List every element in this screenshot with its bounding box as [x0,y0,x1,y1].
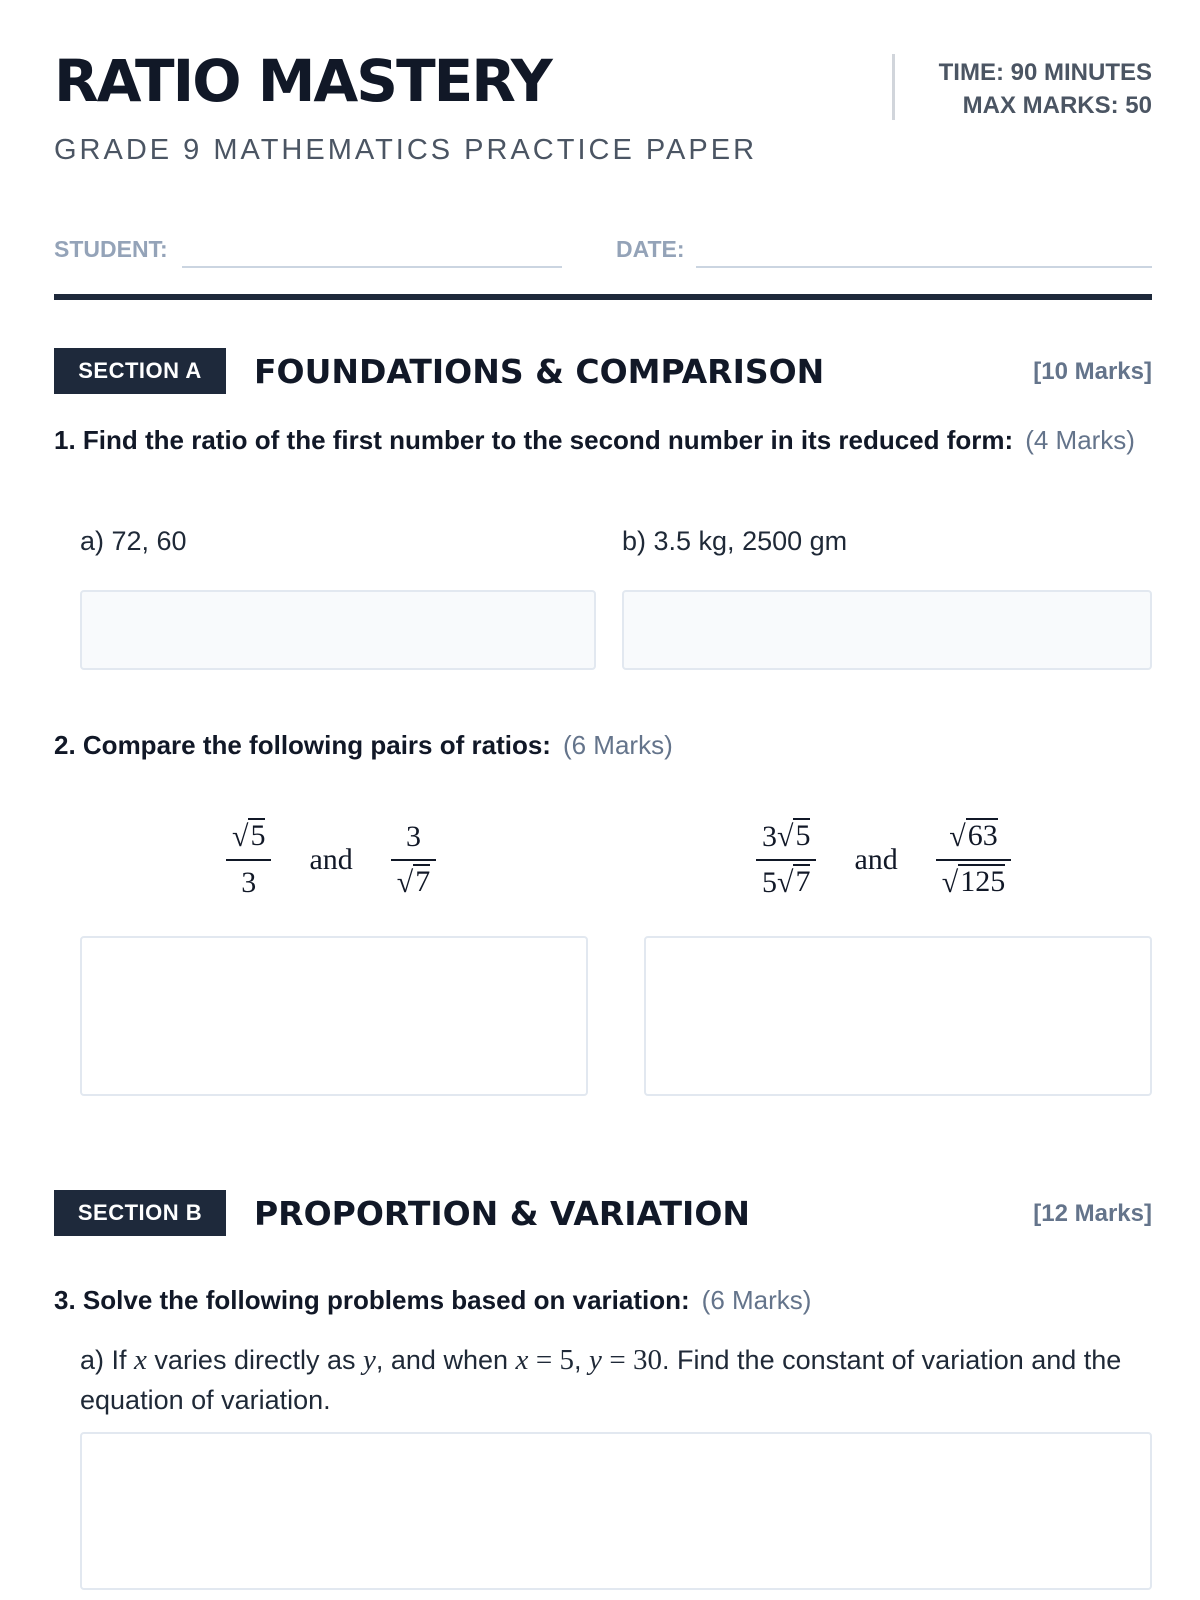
section-b-header [54,1190,1152,1236]
question-3-marks: (6 Marks) [701,1285,812,1315]
q3a-mid2: , and when [375,1345,508,1375]
q3a-prefix: a) If [80,1345,127,1375]
question-1b-label: b) 3.5 kg, 2500 gm [622,526,848,556]
sqrt-symbol: √ 125 [941,865,1006,899]
numerator: 3 [406,820,422,853]
section-a-badge: SECTION A [54,348,226,394]
q3a-suffix: . Find the constant of variation and the equation of variation. [80,1345,1122,1415]
page-title: RATIO MASTERY [54,47,551,115]
question-1a-answer-box[interactable] [80,590,596,670]
section-a-title: FOUNDATIONS & COMPARISON [254,352,825,391]
ratio-pair-2 [744,818,1023,902]
question-1-marks: (4 Marks) [1025,425,1135,455]
and-word: and [309,843,353,876]
pair-2-right-fraction [936,818,1011,902]
max-marks: MAX MARKS: 50 [962,92,1152,119]
student-label: STUDENT: [54,236,168,262]
question-2-marks: (6 Marks) [562,730,673,760]
q3a-mid: varies directly as [154,1345,356,1375]
question-3-text: 3. Solve the following problems based on variation: [54,1285,690,1315]
pair-1-left-fraction [226,818,271,902]
question-2-pair-2-answer-box[interactable] [644,936,1152,1096]
question-2-text: 2. Compare the following pairs of ratios: [54,730,551,760]
denominator: 3 [241,866,257,899]
student-name-line[interactable] [182,266,562,268]
radicand: 125 [960,865,1006,898]
question-1a-label: a) 72, 60 [80,526,187,556]
sqrt-symbol: √ 5 [232,819,266,853]
question-2-pair-1-answer-box[interactable] [80,936,588,1096]
equation-y-value: = 30 [609,1344,663,1376]
radicand: 7 [795,865,811,898]
variable-y: y [363,1344,376,1376]
question-3a-answer-box[interactable] [80,1432,1152,1590]
variable-x: x [515,1344,529,1376]
pair-2-left-fraction [756,818,816,902]
section-a-marks: [10 Marks] [1033,358,1152,385]
page-subtitle: GRADE 9 MATHEMATICS PRACTICE PAPER [54,134,758,166]
header-rule [54,294,1152,300]
variable-y: y [589,1344,602,1376]
coefficient: 3 [762,820,777,853]
radicand: 7 [415,865,431,898]
coefficient: 5 [762,866,777,899]
date-line[interactable] [696,266,1152,268]
question-1 [54,420,1152,460]
question-1b-answer-box[interactable] [622,590,1152,670]
header-divider [892,54,895,120]
sqrt-symbol: √ 63 [949,819,998,853]
question-3a-text: a) If x varies directly as y, and when x = 5, y = 30. Find the constant of variation and the equation of variation. [80,1344,1122,1415]
sqrt-symbol: √ 5 [777,819,811,853]
question-3 [54,1280,1152,1320]
date-label: DATE: [616,236,685,262]
time-limit: TIME: 90 MINUTES [938,59,1152,86]
radicand: 63 [967,819,998,852]
exam-meta [939,56,1152,122]
question-1-text: 1. Find the ratio of the first number to the second number in its reduced form: [54,425,1014,455]
radicand: 5 [795,819,811,852]
worksheet-page [54,0,1152,1600]
equation-x-value: = 5 [535,1344,575,1376]
section-a-header [54,348,1152,394]
and-word: and [854,843,898,876]
sqrt-symbol: √ 7 [396,865,431,899]
ratio-pair-1 [214,818,448,902]
variable-x: x [134,1344,147,1376]
pair-1-right-fraction [391,818,436,902]
section-b-marks: [12 Marks] [1033,1200,1152,1227]
section-b-badge: SECTION B [54,1190,226,1236]
student-info-row [54,232,1152,272]
sqrt-symbol: √ 7 [777,865,811,899]
radicand: 5 [250,819,266,852]
section-b-title: PROPORTION & VARIATION [254,1194,750,1233]
question-2 [54,725,1152,765]
